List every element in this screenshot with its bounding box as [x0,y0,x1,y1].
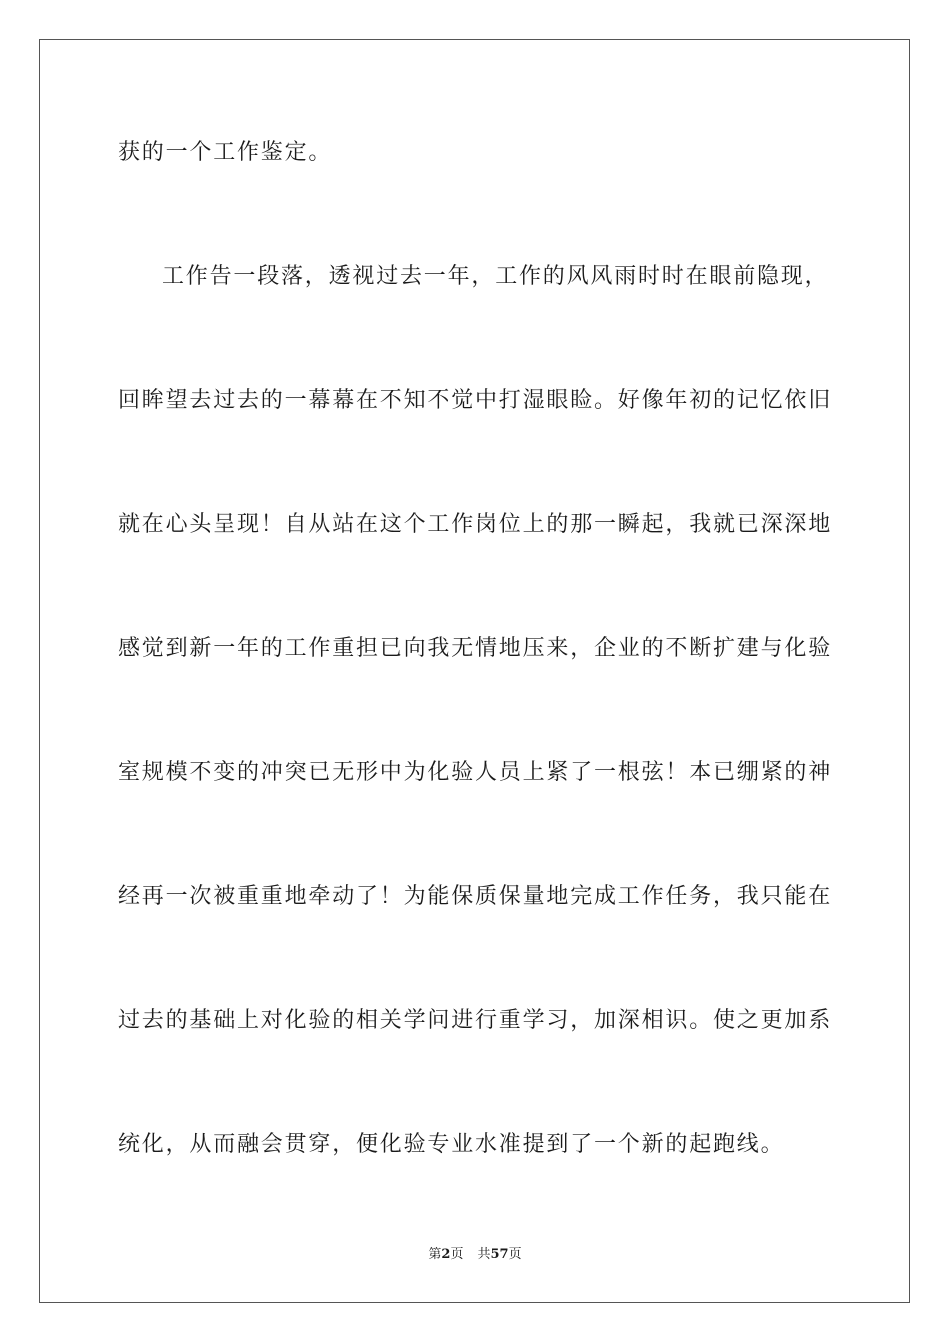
text-line-5: 感觉到新一年的工作重担已向我无情地压来，企业的不断扩建与化验 [118,636,833,661]
total-pages: 57 [490,1247,509,1262]
page-footer [0,1246,950,1264]
text-line-4: 就在心头呈现！自从站在这个工作岗位上的那一瞬起，我就已深深地 [118,512,833,537]
page-prefix: 第 [428,1247,442,1262]
total-suffix: 页 [508,1247,522,1262]
text-line-3: 回眸望去过去的一幕幕在不知不觉中打湿眼睑。好像年初的记忆依旧 [118,388,833,413]
text-line-1: 获的一个工作鉴定。 [118,140,333,165]
text-line-6: 室规模不变的冲突已无形中为化验人员上紧了一根弦！本已绷紧的神 [118,760,833,785]
total-prefix: 共 [477,1247,491,1262]
text-line-8: 过去的基础上对化验的相关学问进行重学习，加深相识。使之更加系 [118,1008,833,1033]
text-line-9: 统化，从而融会贯穿，便化验专业水准提到了一个新的起跑线。 [118,1132,785,1157]
page-border [39,39,910,1303]
page-number: 2 [441,1247,451,1262]
text-line-7: 经再一次被重重地牵动了！为能保质保量地完成工作任务，我只能在 [118,884,833,909]
text-line-2: 工作告一段落，透视过去一年，工作的风风雨时时在眼前隐现， [162,264,829,289]
page-suffix: 页 [450,1247,464,1262]
